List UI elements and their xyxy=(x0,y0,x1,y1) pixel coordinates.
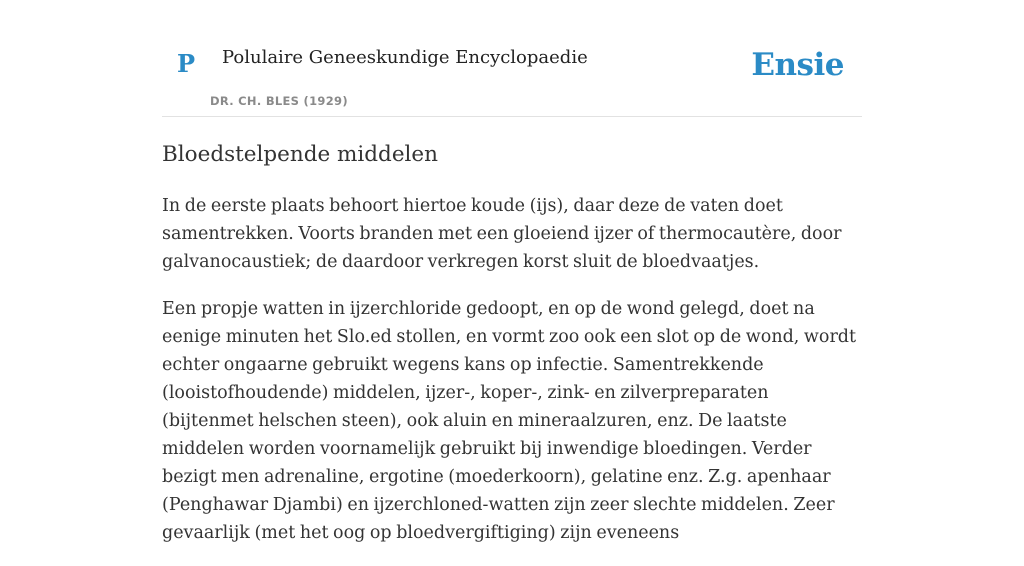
paragraph: Een propje watten in ijzerchloride gedoopt, en op de wond gelegd, doet na eenige minuten het Slo.ed stollen, en vormt zoo ook een slot op de wond, wordt echter ongaarne gebruikt wegens kans op infectie. Samentrekkende (looistofhoudende) middelen, ijzer-, koper-, zink- en zilverpreparaten (bijtenmet helschen steen), ook aluin en mineraalzuren, enz. De laatste middelen worden voornamelijk gebruikt bij inwendige bloedingen. Verder bezigt men adrenaline, ergotine (moederkoorn), gelatine enz. Z.g. apenhaar (Penghawar Djambi) en ijzerchloned-watten zijn zeer slechte middelen. Zeer gevaarlijk (met het oog op bloedvergiftiging) zijn eveneens xyxy=(162,299,857,543)
article-title: Bloedstelpende middelen xyxy=(162,142,438,167)
source-author: DR. CH. BLES (1929) xyxy=(210,94,348,108)
source-header xyxy=(162,0,862,117)
brand-logo[interactable]: Ensie xyxy=(751,47,844,83)
article-body xyxy=(162,192,862,566)
source-title[interactable]: Polulaire Geneeskundige Encyclopaedie xyxy=(222,47,588,68)
source-logo-icon[interactable]: P xyxy=(177,49,196,78)
paragraph: In de eerste plaats behoort hiertoe koude (ijs), daar deze de vaten doet samentrekken. Voorts branden met een gloeiend ijzer of thermocautère, door galvanocaustiek; de daardoor verkregen korst sluit de bloedvaatjes. xyxy=(162,196,842,272)
